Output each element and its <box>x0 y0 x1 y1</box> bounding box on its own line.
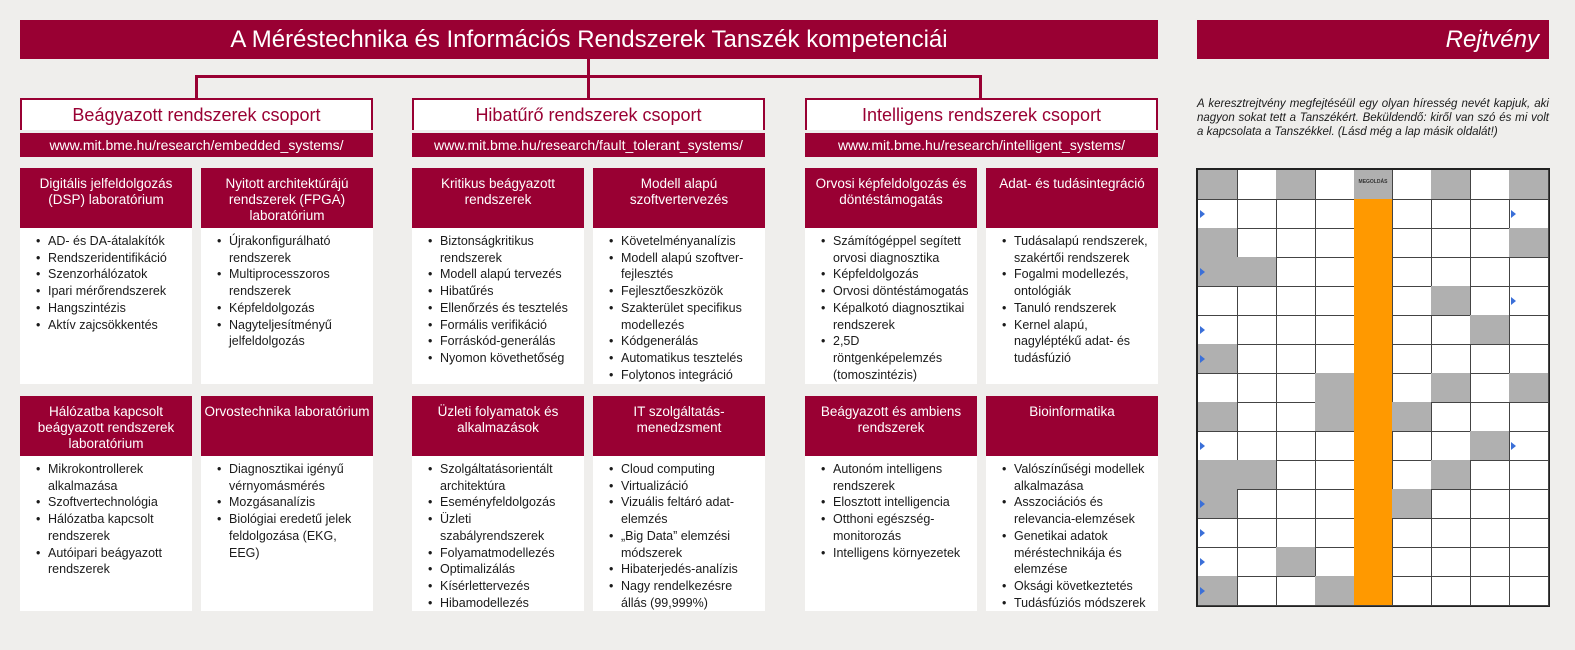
group-header-intelligent <box>805 98 1158 130</box>
list-item: • Tudásfúziós módszerek <box>1002 595 1152 612</box>
arrow-icon <box>1200 529 1205 537</box>
crossword-cell[interactable] <box>1315 315 1355 345</box>
crossword-cell[interactable] <box>1431 518 1471 548</box>
crossword-cell[interactable] <box>1431 489 1471 519</box>
list-item: • Kísérlettervezés <box>428 578 578 595</box>
crossword-cell[interactable] <box>1354 373 1394 403</box>
list-item: • Autóipari beágyazott rendszerek <box>36 545 186 578</box>
crossword-cell[interactable] <box>1237 431 1277 461</box>
card-title: Beágyazott és ambiens rendszerek <box>805 396 977 456</box>
crossword-cell[interactable] <box>1354 489 1394 519</box>
list-item: • Biztonságkritikus rendszerek <box>428 233 578 266</box>
card-medtech-lab <box>201 396 373 611</box>
crossword-cell[interactable] <box>1315 518 1355 548</box>
crossword-cell[interactable] <box>1470 257 1510 287</box>
crossword-cell[interactable] <box>1198 286 1238 316</box>
crossword-cell[interactable] <box>1237 286 1277 316</box>
connector-right <box>979 75 982 98</box>
crossword-cell[interactable] <box>1237 257 1277 287</box>
crossword-cell[interactable] <box>1315 402 1355 432</box>
list-item: • Folyamatmodellezés <box>428 545 578 562</box>
crossword-cell[interactable] <box>1509 518 1549 548</box>
crossword-cell[interactable] <box>1470 576 1510 606</box>
arrow-icon <box>1511 442 1516 450</box>
crossword-cell[interactable] <box>1509 460 1549 490</box>
crossword-cell[interactable] <box>1431 576 1471 606</box>
group-url-text[interactable]: www.mit.bme.hu/research/fault_tolerant_systems/ <box>434 137 743 153</box>
group-url-text[interactable]: www.mit.bme.hu/research/embedded_systems/ <box>49 137 344 153</box>
page-title <box>20 20 1158 59</box>
list-item: • Mozgásanalízis <box>217 494 367 511</box>
card-title: Kritikus beágyazott rendszerek <box>412 168 584 228</box>
list-item: • Diagnosztikai igényű vérnyomásmérés <box>217 461 367 494</box>
crossword-cell[interactable] <box>1509 576 1549 606</box>
crossword-cell[interactable] <box>1392 547 1432 577</box>
crossword-cell[interactable] <box>1315 576 1355 606</box>
puzzle-instructions: A keresztrejtvény megfejtéséül egy olyan híresség nevét kapjuk, aki nagyon sokat tett a Tanszékért. Beküldendő: kiről van szó és mi volt a kapcsolata a Tanszékkel. (Lásd még a lap másik oldalát!) <box>1197 98 1549 138</box>
list-item: • Asszociációs és relevancia-elemzések <box>1002 494 1152 527</box>
crossword-cell[interactable] <box>1315 431 1355 461</box>
list-item: • Képfeldolgozás <box>217 300 367 317</box>
crossword-cell[interactable] <box>1470 373 1510 403</box>
list-item: • Üzleti szabályrendszerek <box>428 511 578 544</box>
list-item: • Biológiai eredetű jelek feldolgozása (EKG, EEG) <box>217 511 367 561</box>
card-medical-imaging <box>805 168 977 384</box>
group-url-intelligent[interactable] <box>805 133 1158 157</box>
list-item: • Automatikus tesztelés <box>609 350 759 367</box>
crossword-cell[interactable] <box>1470 344 1510 374</box>
crossword-cell[interactable] <box>1509 315 1549 345</box>
crossword-cell[interactable] <box>1198 460 1238 490</box>
list-item: • Otthoni egészség-monitorozás <box>821 511 971 544</box>
crossword-cell[interactable] <box>1198 402 1238 432</box>
crossword-cell[interactable] <box>1392 373 1432 403</box>
card-title: IT szolgáltatás-menedzsment <box>593 396 765 456</box>
crossword-cell[interactable] <box>1276 431 1316 461</box>
crossword-cell[interactable] <box>1354 547 1394 577</box>
list-item: • Fejlesztőeszközök <box>609 283 759 300</box>
crossword-cell[interactable] <box>1237 199 1277 229</box>
list-item: • Aktív zajcsökkentés <box>36 317 186 334</box>
list-item: • Hálózatba kapcsolt rendszerek <box>36 511 186 544</box>
crossword-cell[interactable] <box>1392 489 1432 519</box>
list-item: • Ipari mérőrendszerek <box>36 283 186 300</box>
crossword-cell[interactable] <box>1431 257 1471 287</box>
puzzle-title-text: Rejtvény <box>1445 25 1539 53</box>
crossword-cell[interactable] <box>1237 489 1277 519</box>
list-item: • Képfeldolgozás <box>821 266 971 283</box>
crossword-cell[interactable] <box>1276 315 1316 345</box>
card-list <box>412 228 584 367</box>
card-list <box>412 456 584 611</box>
crossword-cell[interactable] <box>1431 344 1471 374</box>
list-item: • Hibamodellezés <box>428 595 578 612</box>
list-item: • Virtualizáció <box>609 478 759 495</box>
list-item: • Hibaterjedés-analízis <box>609 561 759 578</box>
card-fpga-lab <box>201 168 373 384</box>
list-item: • Folytonos integráció <box>609 367 759 384</box>
list-item: • Hangszintézis <box>36 300 186 317</box>
crossword-cell[interactable] <box>1315 373 1355 403</box>
crossword-cell[interactable] <box>1392 344 1432 374</box>
list-item: • 2,5D röntgenképelemzés (tomoszintézis) <box>821 333 971 383</box>
list-item: • Genetikai adatok méréstechnikája és elemzése <box>1002 528 1152 578</box>
crossword-cell[interactable] <box>1276 286 1316 316</box>
crossword-cell[interactable] <box>1276 344 1316 374</box>
card-title: Adat- és tudásintegráció <box>986 168 1158 228</box>
list-item: • Mikrokontrollerek alkalmazása <box>36 461 186 494</box>
list-item: • Eseményfeldolgozás <box>428 494 578 511</box>
crossword-cell[interactable] <box>1470 199 1510 229</box>
crossword-cell[interactable] <box>1237 460 1277 490</box>
group-url-embedded[interactable] <box>20 133 373 157</box>
group-url-fault-tolerant[interactable] <box>412 133 765 157</box>
connector-left <box>195 75 198 98</box>
crossword-cell[interactable] <box>1315 257 1355 287</box>
list-item: • Orvosi döntéstámogatás <box>821 283 971 300</box>
crossword-cell[interactable] <box>1431 402 1471 432</box>
card-list <box>593 228 765 383</box>
crossword-cell[interactable] <box>1392 286 1432 316</box>
crossword-cell[interactable] <box>1509 489 1549 519</box>
crossword-cell[interactable] <box>1354 518 1394 548</box>
crossword-cell[interactable] <box>1276 489 1316 519</box>
card-list <box>201 456 373 561</box>
crossword-cell[interactable] <box>1431 373 1471 403</box>
list-item: • Szenzorhálózatok <box>36 266 186 283</box>
crossword-cell[interactable] <box>1315 344 1355 374</box>
crossword-cell[interactable] <box>1470 518 1510 548</box>
card-list <box>805 456 977 561</box>
crossword-cell[interactable] <box>1509 257 1549 287</box>
card-title: Hálózatba kapcsolt beágyazott rendszerek laboratórium <box>20 396 192 456</box>
crossword-cell[interactable] <box>1392 315 1432 345</box>
list-item: • Újrakonfigurálható rendszerek <box>217 233 367 266</box>
card-business-processes <box>412 396 584 611</box>
crossword-cell[interactable] <box>1276 547 1316 577</box>
crossword-cell[interactable] <box>1431 547 1471 577</box>
arrow-icon <box>1511 297 1516 305</box>
list-item: • Hibatűrés <box>428 283 578 300</box>
crossword-cell[interactable] <box>1354 257 1394 287</box>
list-item: • Cloud computing <box>609 461 759 478</box>
list-item: • Elosztott intelligencia <box>821 494 971 511</box>
crossword-cell[interactable] <box>1276 373 1316 403</box>
card-list <box>20 228 192 333</box>
crossword-cell[interactable] <box>1354 576 1394 606</box>
list-item: • Multiprocesszoros rendszerek <box>217 266 367 299</box>
list-item: • Optimalizálás <box>428 561 578 578</box>
crossword-cell[interactable] <box>1315 286 1355 316</box>
crossword-cell[interactable] <box>1509 228 1549 258</box>
crossword-cell[interactable] <box>1198 228 1238 258</box>
card-title: Digitális jelfeldolgozás (DSP) laboratórium <box>20 168 192 228</box>
crossword-cell[interactable] <box>1392 431 1432 461</box>
card-list <box>201 228 373 350</box>
list-item: • Tanuló rendszerek <box>1002 300 1152 317</box>
crossword-cell[interactable] <box>1431 228 1471 258</box>
crossword-cell[interactable] <box>1237 170 1277 200</box>
crossword-cell[interactable] <box>1509 373 1549 403</box>
crossword-cell[interactable] <box>1315 460 1355 490</box>
list-item: • Rendszeridentifikáció <box>36 250 186 267</box>
crossword-cell[interactable] <box>1392 576 1432 606</box>
card-title: Üzleti folyamatok és alkalmazások <box>412 396 584 456</box>
crossword-cell[interactable] <box>1276 170 1316 200</box>
crossword-cell[interactable] <box>1354 170 1394 200</box>
list-item: • AD- és DA-átalakítók <box>36 233 186 250</box>
card-embedded-ambient <box>805 396 977 611</box>
crossword-cell[interactable] <box>1392 228 1432 258</box>
card-critical-embedded <box>412 168 584 384</box>
crossword-cell[interactable] <box>1237 344 1277 374</box>
card-title: Nyitott architektúrájú rendszerek (FPGA) laboratórium <box>201 168 373 228</box>
crossword-cell[interactable] <box>1509 547 1549 577</box>
crossword-cell[interactable] <box>1354 402 1394 432</box>
arrow-icon <box>1200 500 1205 508</box>
group-url-text[interactable]: www.mit.bme.hu/research/intelligent_systems/ <box>837 137 1126 153</box>
list-item: • Nyomon követhetőség <box>428 350 578 367</box>
crossword-cell[interactable] <box>1431 199 1471 229</box>
crossword-cell[interactable] <box>1315 170 1355 200</box>
group-name: Beágyazott rendszerek csoport <box>72 104 321 125</box>
arrow-icon <box>1200 268 1205 276</box>
crossword-cell[interactable] <box>1354 315 1394 345</box>
connector-center <box>587 75 590 98</box>
card-list <box>986 228 1158 367</box>
crossword-cell[interactable] <box>1392 460 1432 490</box>
list-item: • Modell alapú szoftver-fejlesztés <box>609 250 759 283</box>
card-data-knowledge <box>986 168 1158 384</box>
crossword-cell[interactable] <box>1470 547 1510 577</box>
crossword-cell[interactable] <box>1509 402 1549 432</box>
crossword-cell[interactable] <box>1354 228 1394 258</box>
arrow-icon <box>1511 210 1516 218</box>
page-title-text: A Méréstechnika és Információs Rendszerek Tanszék kompetenciái <box>230 25 948 53</box>
list-item: • Kódgenerálás <box>609 333 759 350</box>
arrow-icon <box>1200 442 1205 450</box>
crossword-cell[interactable] <box>1276 199 1316 229</box>
crossword-cell[interactable] <box>1431 431 1471 461</box>
list-item: • Számítógéppel segített orvosi diagnosztika <box>821 233 971 266</box>
crossword-cell[interactable] <box>1470 228 1510 258</box>
crossword-cell[interactable] <box>1276 460 1316 490</box>
crossword-cell[interactable] <box>1237 547 1277 577</box>
crossword-cell[interactable] <box>1509 344 1549 374</box>
group-name: Hibatűrő rendszerek csoport <box>475 104 702 125</box>
group-header-fault-tolerant <box>412 98 765 130</box>
list-item: • Autonóm intelligens rendszerek <box>821 461 971 494</box>
list-item: • Intelligens környezetek <box>821 545 971 562</box>
crossword-cell[interactable] <box>1470 489 1510 519</box>
list-item: • Tudásalapú rendszerek, szakértői rendszerek <box>1002 233 1152 266</box>
crossword-cell[interactable] <box>1392 257 1432 287</box>
crossword-cell[interactable] <box>1392 199 1432 229</box>
list-item: • Nagyteljesítményű jelfeldolgozás <box>217 317 367 350</box>
list-item: • Formális verifikáció <box>428 317 578 334</box>
list-item: • Oksági következtetés <box>1002 578 1152 595</box>
list-item: • Képalkotó diagnosztikai rendszerek <box>821 300 971 333</box>
crossword-cell[interactable] <box>1354 431 1394 461</box>
card-list <box>986 456 1158 611</box>
arrow-icon <box>1200 355 1205 363</box>
crossword-cell[interactable] <box>1431 460 1471 490</box>
crossword-cell[interactable] <box>1431 286 1471 316</box>
crossword-cell[interactable] <box>1237 373 1277 403</box>
crossword-cell[interactable] <box>1470 170 1510 200</box>
list-item: • Vizuális feltáró adat-elemzés <box>609 494 759 527</box>
puzzle-title <box>1197 20 1549 59</box>
solution-label: MEGOLDÁS <box>1358 179 1388 185</box>
crossword-cell[interactable] <box>1431 170 1471 200</box>
list-item: • Szolgáltatásorientált architektúra <box>428 461 578 494</box>
list-item: • Forráskód-generálás <box>428 333 578 350</box>
card-title: Modell alapú szoftvertervezés <box>593 168 765 228</box>
arrow-icon <box>1200 587 1205 595</box>
list-item: • Követelményanalízis <box>609 233 759 250</box>
crossword-cell[interactable] <box>1315 228 1355 258</box>
crossword-cell[interactable] <box>1354 460 1394 490</box>
group-name: Intelligens rendszerek csoport <box>861 104 1102 125</box>
list-item: • „Big Data” elemzési módszerek <box>609 528 759 561</box>
arrow-icon <box>1200 210 1205 218</box>
list-item: • Kernel alapú, nagyléptékű adat- és tudásfúzió <box>1002 317 1152 367</box>
arrow-icon <box>1200 558 1205 566</box>
crossword-cell[interactable] <box>1509 170 1549 200</box>
crossword-cell[interactable] <box>1392 170 1432 200</box>
card-bioinformatics <box>986 396 1158 611</box>
crossword-cell[interactable] <box>1470 286 1510 316</box>
crossword-cell[interactable] <box>1198 170 1238 200</box>
crossword-cell[interactable] <box>1276 518 1316 548</box>
card-title: Bioinformatika <box>986 396 1158 456</box>
crossword-cell[interactable] <box>1315 489 1355 519</box>
card-list <box>805 228 977 383</box>
card-title: Orvosi képfeldolgozás és döntéstámogatás <box>805 168 977 228</box>
crossword-cell[interactable] <box>1470 431 1510 461</box>
group-header-embedded <box>20 98 373 130</box>
crossword-cell[interactable] <box>1276 576 1316 606</box>
crossword-cell[interactable] <box>1354 286 1394 316</box>
crossword-grid[interactable] <box>1196 168 1550 607</box>
list-item: • Modell alapú tervezés <box>428 266 578 283</box>
card-title: Orvostechnika laboratórium <box>201 396 373 456</box>
crossword-cell[interactable] <box>1276 257 1316 287</box>
crossword-cell[interactable] <box>1237 576 1277 606</box>
crossword-cell[interactable] <box>1354 344 1394 374</box>
list-item: • Szakterület specifikus modellezés <box>609 300 759 333</box>
crossword-cell[interactable] <box>1237 402 1277 432</box>
card-networked-lab <box>20 396 192 611</box>
list-item: • Nagy rendelkezésre állás (99,999%) <box>609 578 759 611</box>
card-list <box>20 456 192 578</box>
crossword-cell[interactable] <box>1315 199 1355 229</box>
card-list <box>593 456 765 611</box>
crossword-cell[interactable] <box>1315 547 1355 577</box>
crossword-cell[interactable] <box>1470 402 1510 432</box>
crossword-cell[interactable] <box>1392 402 1432 432</box>
crossword-cell[interactable] <box>1198 373 1238 403</box>
arrow-icon <box>1200 326 1205 334</box>
crossword-cell[interactable] <box>1354 199 1394 229</box>
crossword-cell[interactable] <box>1276 228 1316 258</box>
card-dsp-lab <box>20 168 192 384</box>
card-model-based-sw <box>593 168 765 384</box>
crossword-cell[interactable] <box>1237 228 1277 258</box>
crossword-cell[interactable] <box>1237 315 1277 345</box>
crossword-cell[interactable] <box>1392 518 1432 548</box>
list-item: • Fogalmi modellezés, ontológiák <box>1002 266 1152 299</box>
crossword-cell[interactable] <box>1276 402 1316 432</box>
crossword-cell[interactable] <box>1470 315 1510 345</box>
crossword-cell[interactable] <box>1237 518 1277 548</box>
list-item: • Valószínűségi modellek alkalmazása <box>1002 461 1152 494</box>
crossword-cell[interactable] <box>1470 460 1510 490</box>
list-item: • Szoftvertechnológia <box>36 494 186 511</box>
list-item: • Ellenőrzés és tesztelés <box>428 300 578 317</box>
card-it-service-mgmt <box>593 396 765 611</box>
crossword-cell[interactable] <box>1431 315 1471 345</box>
